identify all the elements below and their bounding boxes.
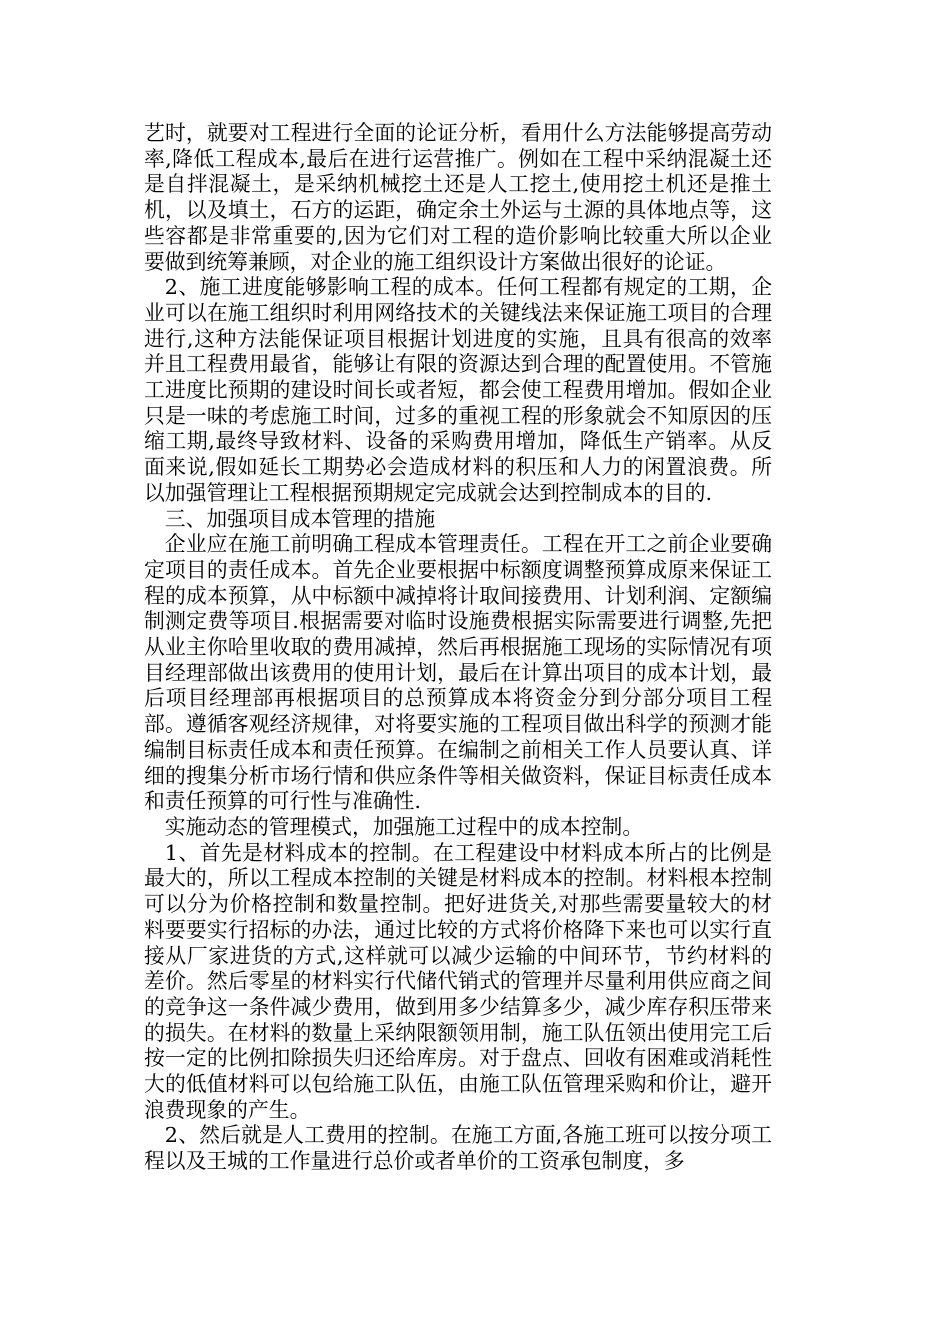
paragraph: 2、然后就是人工费用的控制。在施工方面,各施工班可以按分项工程以及王城的工作量进行总价或者单价的工资承包制度，多 bbox=[144, 1123, 772, 1174]
paragraph: 实施动态的管理模式，加强施工过程中的成本控制。 bbox=[164, 814, 644, 839]
document-body bbox=[144, 121, 772, 1175]
section-heading: 三、加强项目成本管理的措施 bbox=[164, 506, 436, 531]
paragraph: 企业应在施工前明确工程成本管理责任。工程在开工之前企业要确定项目的责任成本。首先企业要根据中标额度调整预算成原来保证工程的成本预算，从中标额中减掉将计取间接费用、计划利润、定额编制测定费等项目.根据需要对临时设施费根据实际需要进行调整,先把从业主你哈里收取的费用减掉，然后再根据施工现场的实际情况有项目经理部做出该费用的使用计划，最后在计算出项目的成本计划，最后项目经理部再根据项目的总预算成本将资金分到分部分项目工程部。遵循客观经济规律，对将要实施的工程项目做出科学的预测才能编制目标责任成本和责任预算。在编制之前相关工作人员要认真、详细的搜集分析市场行情和供应条件等相关做资料，保证目标责任成本和责任预算的可行性与准确性. bbox=[144, 532, 772, 814]
paragraph: 2、施工进度能够影响工程的成本。任何工程都有规定的工期，企业可以在施工组织时利用网络技术的关键线法来保证施工项目的合理进行,这种方法能保证项目根据计划进度的实施，且具有很高的效率并且工程费用最省，能够让有限的资源达到合理的配置使用。不管施工进度比预期的建设时间长或者短，都会使工程费用增加。假如企业只是一味的考虑施工时间，过多的重视工程的形象就会不知原因的压缩工期,最终导致材料、设备的采购费用增加，降低生产销率。从反面来说,假如延长工期势必会造成材料的积压和人力的闲置浪费。所以加强管理让工程根据预期规定完成就会达到控制成本的目的. bbox=[144, 275, 772, 505]
paragraph: 1、首先是材料成本的控制。在工程建设中材料成本所占的比例是最大的，所以工程成本控制的关键是材料成本的控制。材料根本控制可以分为价格控制和数量控制。把好进货关,对那些需要量较大的材料要要实行招标的办法，通过比较的方式将价格降下来也可以实行直接从厂家进货的方式,这样就可以减少运输的中间环节，节约材料的差价。然后零星的材料实行代储代销式的管理并尽量利用供应商之间的竞争这一条件减少费用，做到用多少结算多少，减少库存积压带来的损失。在材料的数量上采纳限额领用制，施工队伍领出使用完工后按一定的比例扣除损失归还给库房。对于盘点、回收有困难或消耗性大的低值材料可以包给施工队伍，由施工队伍管理采购和价让，避开浪费现象的产生。 bbox=[144, 840, 772, 1122]
paragraph: 艺时，就要对工程进行全面的论证分析，看用什么方法能够提高劳动率,降低工程成本,最后在进行运营推广。例如在工程中采纳混凝土还是自拌混凝土，是采纳机械挖土还是人工挖土,使用挖土机还是推土机，以及填土，石方的运距，确定余土外运与土源的具体地点等，这些容都是非常重要的,因为它们对工程的造价影响比较重大所以企业要做到统筹兼顾，对企业的施工组织设计方案做出很好的论证。 bbox=[144, 121, 772, 274]
